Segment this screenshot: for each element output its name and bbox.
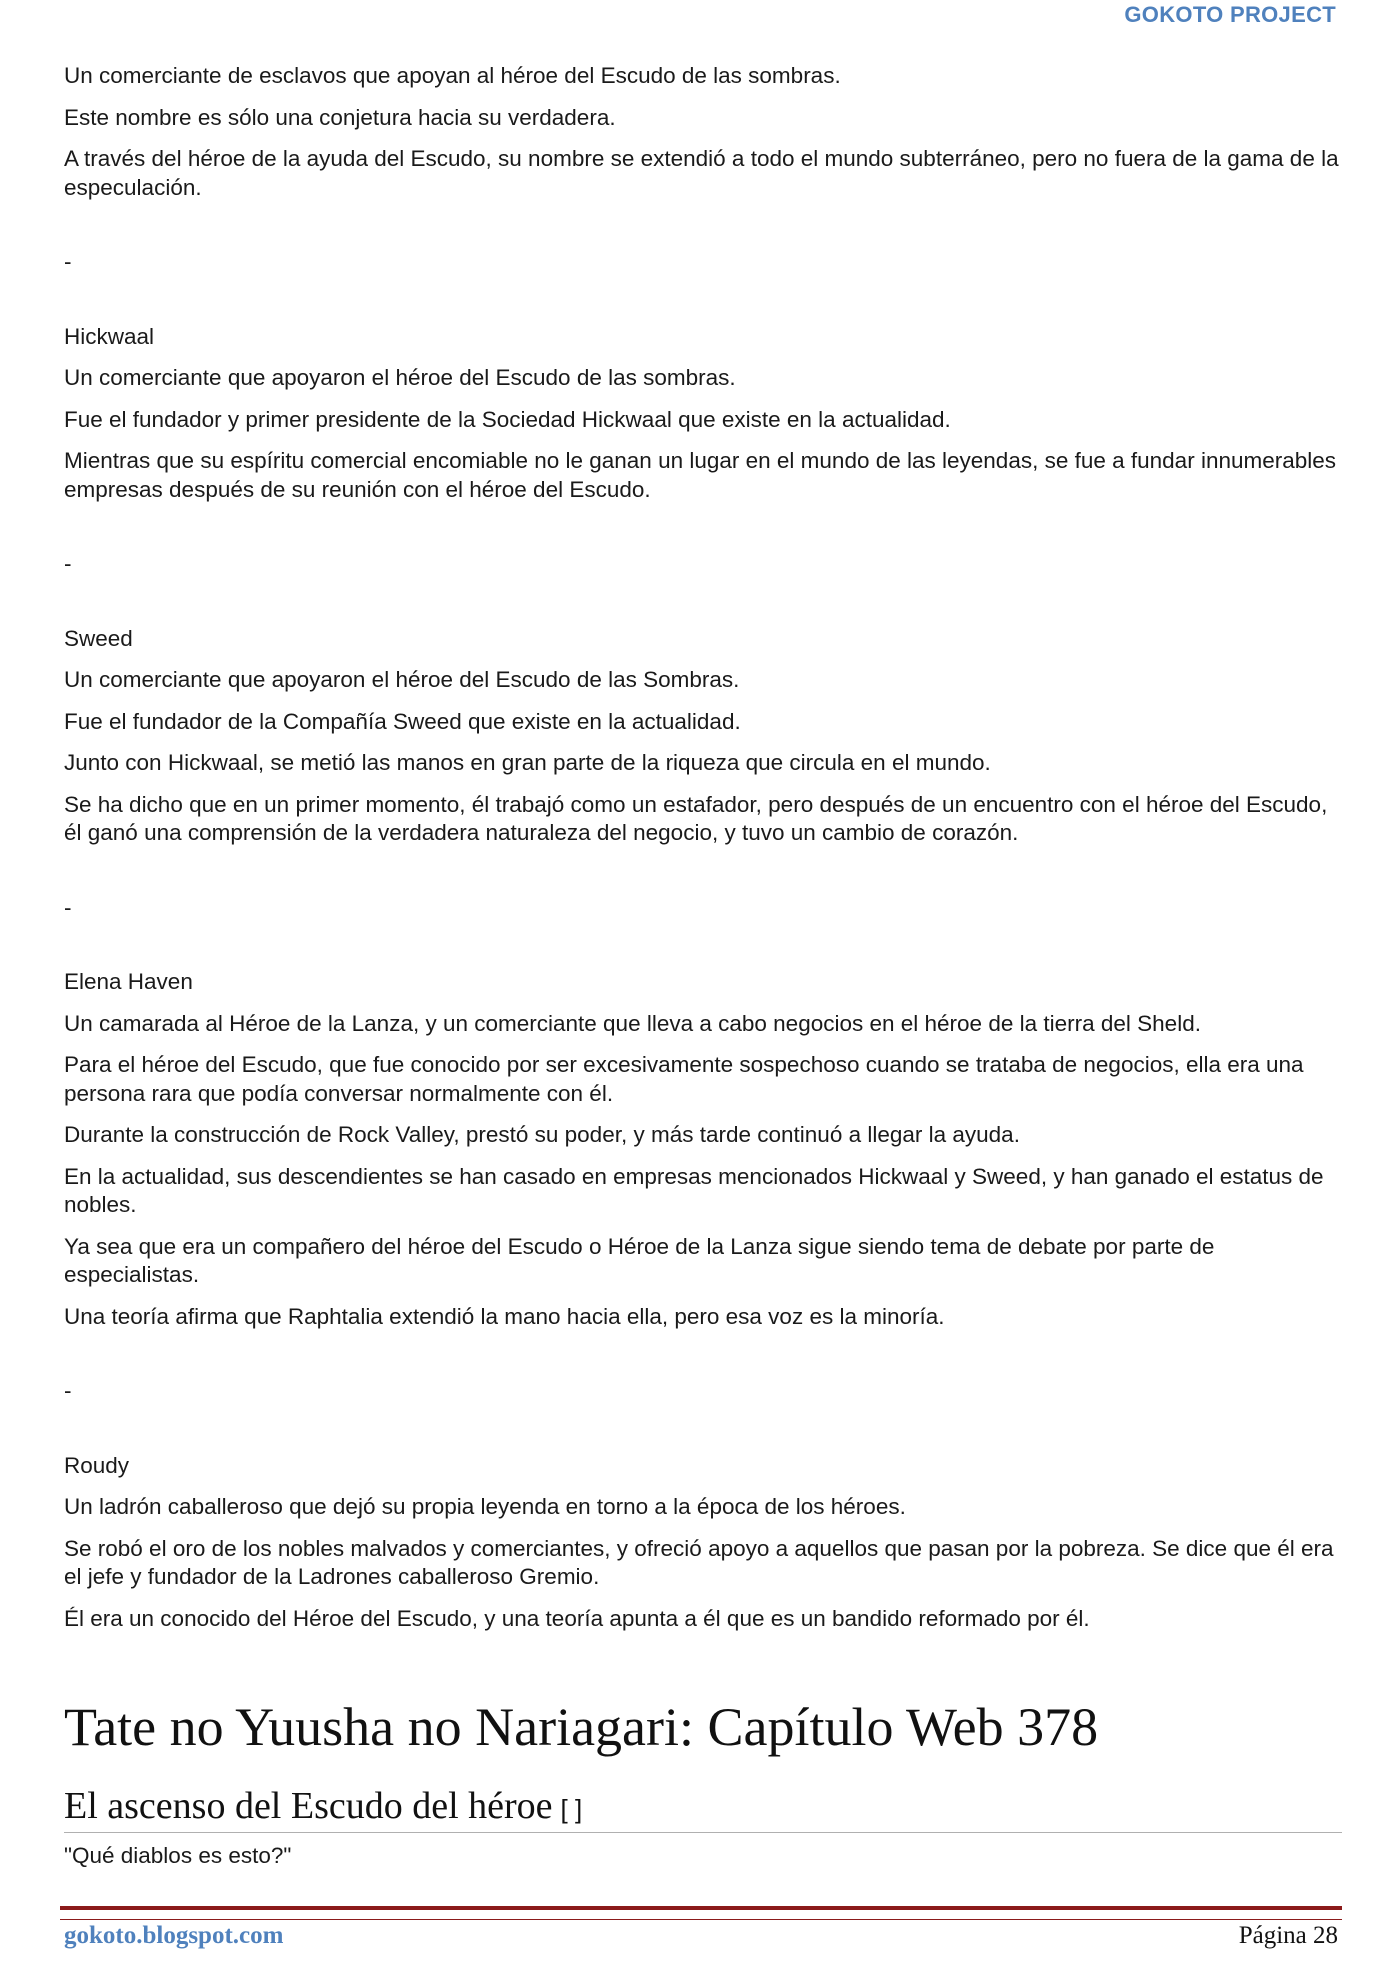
subtitle-bracket: [ ] — [560, 1793, 583, 1824]
chapter-subtitle-text: El ascenso del Escudo del héroe — [64, 1785, 553, 1827]
page-number: Página 28 — [1238, 1922, 1338, 1949]
entry-name: Elena Haven — [64, 969, 193, 994]
separator: - — [64, 551, 72, 576]
paragraph: Se robó el oro de los nobles malvados y comerciantes, y ofreció apoyo a aquellos que pasan por la pobreza. Se dice que él era el jefe y fundador de la Ladrones caballeroso Gremio. — [64, 1535, 1334, 1589]
chapter-first-line: "Qué diablos es esto?" — [64, 1843, 292, 1868]
footer-url: gokoto.blogspot.com — [64, 1922, 284, 1949]
paragraph: Un camarada al Héroe de la Lanza, y un comerciante que lleva a cabo negocios en el héroe de la tierra del Sheld. — [64, 1010, 1201, 1036]
paragraph: Para el héroe del Escudo, que fue conocido por ser excesivamente sospechoso cuando se trataba de negocios, ella era una persona rara que podía conversar normalmente con él. — [64, 1052, 1304, 1106]
separator: - — [64, 894, 72, 920]
intro-block — [64, 62, 1340, 202]
paragraph: Este nombre es sólo una conjetura hacia su verdadera. — [64, 104, 616, 130]
paragraph: Mientras que su espíritu comercial encomiable no le ganan un lugar en el mundo de las leyendas, se fue a fundar innumerables empresas después de su reunión con el héroe del Escudo. — [64, 448, 1337, 502]
footer-rule — [60, 1906, 1342, 1920]
separator: - — [64, 249, 72, 274]
entry-name: Roudy — [64, 1452, 130, 1478]
paragraph: Un comerciante de esclavos que apoyan al héroe del Escudo de las sombras. — [64, 63, 841, 88]
entry-sweed — [64, 625, 1340, 848]
document-body — [64, 62, 1340, 1646]
paragraph: Un ladrón caballeroso que dejó su propia leyenda en torno a la época de los héroes. — [64, 1494, 906, 1519]
paragraph: Una teoría afirma que Raphtalia extendió la mano hacia ella, pero esa voz es la minoría. — [64, 1303, 945, 1329]
paragraph: Un comerciante que apoyaron el héroe del Escudo de las sombras. — [64, 365, 736, 390]
header-brand: GOKOTO PROJECT — [1124, 2, 1336, 27]
entry-name: Sweed — [64, 625, 133, 651]
entry-elena-haven — [64, 968, 1340, 1331]
paragraph: Se ha dicho que en un primer momento, él trabajó como un estafador, pero después de un encuentro con el héroe del Escudo, él ganó una comprensión de la verdadera naturaleza del negocio, y tuvo un cambio de corazón. — [64, 791, 1328, 845]
entry-name: Hickwaal — [64, 323, 155, 349]
paragraph: Ya sea que era un compañero del héroe del Escudo o Héroe de la Lanza sigue siendo tema de debate por parte de especialistas. — [64, 1233, 1215, 1287]
paragraph: En la actualidad, sus descendientes se han casado en empresas mencionados Hickwaal y Sweed, y han ganado el estatus de nobles. — [64, 1163, 1324, 1217]
chapter-subtitle — [64, 1784, 1342, 1833]
paragraph: Fue el fundador de la Compañía Sweed que existe en la actualidad. — [64, 708, 741, 734]
chapter-title: Tate no Yuusha no Nariagari: Capítulo Web 378 — [64, 1697, 1099, 1757]
paragraph: Fue el fundador y primer presidente de la Sociedad Hickwaal que existe en la actualidad. — [64, 406, 951, 432]
entry-roudy — [64, 1452, 1340, 1634]
paragraph: A través del héroe de la ayuda del Escudo, su nombre se extendió a todo el mundo subterráneo, pero no fuera de la gama de la especulación. — [64, 146, 1339, 200]
paragraph: Junto con Hickwaal, se metió las manos en gran parte de la riqueza que circula en el mundo. — [64, 750, 991, 775]
entry-hickwaal — [64, 323, 1340, 505]
paragraph: Un comerciante que apoyaron el héroe del Escudo de las Sombras. — [64, 667, 740, 692]
separator: - — [64, 1378, 72, 1403]
paragraph: Él era un conocido del Héroe del Escudo, y una teoría apunta a él que es un bandido reformado por él. — [64, 1605, 1090, 1631]
paragraph: Durante la construcción de Rock Valley, prestó su poder, y más tarde continuó a llegar la ayuda. — [64, 1122, 1020, 1147]
